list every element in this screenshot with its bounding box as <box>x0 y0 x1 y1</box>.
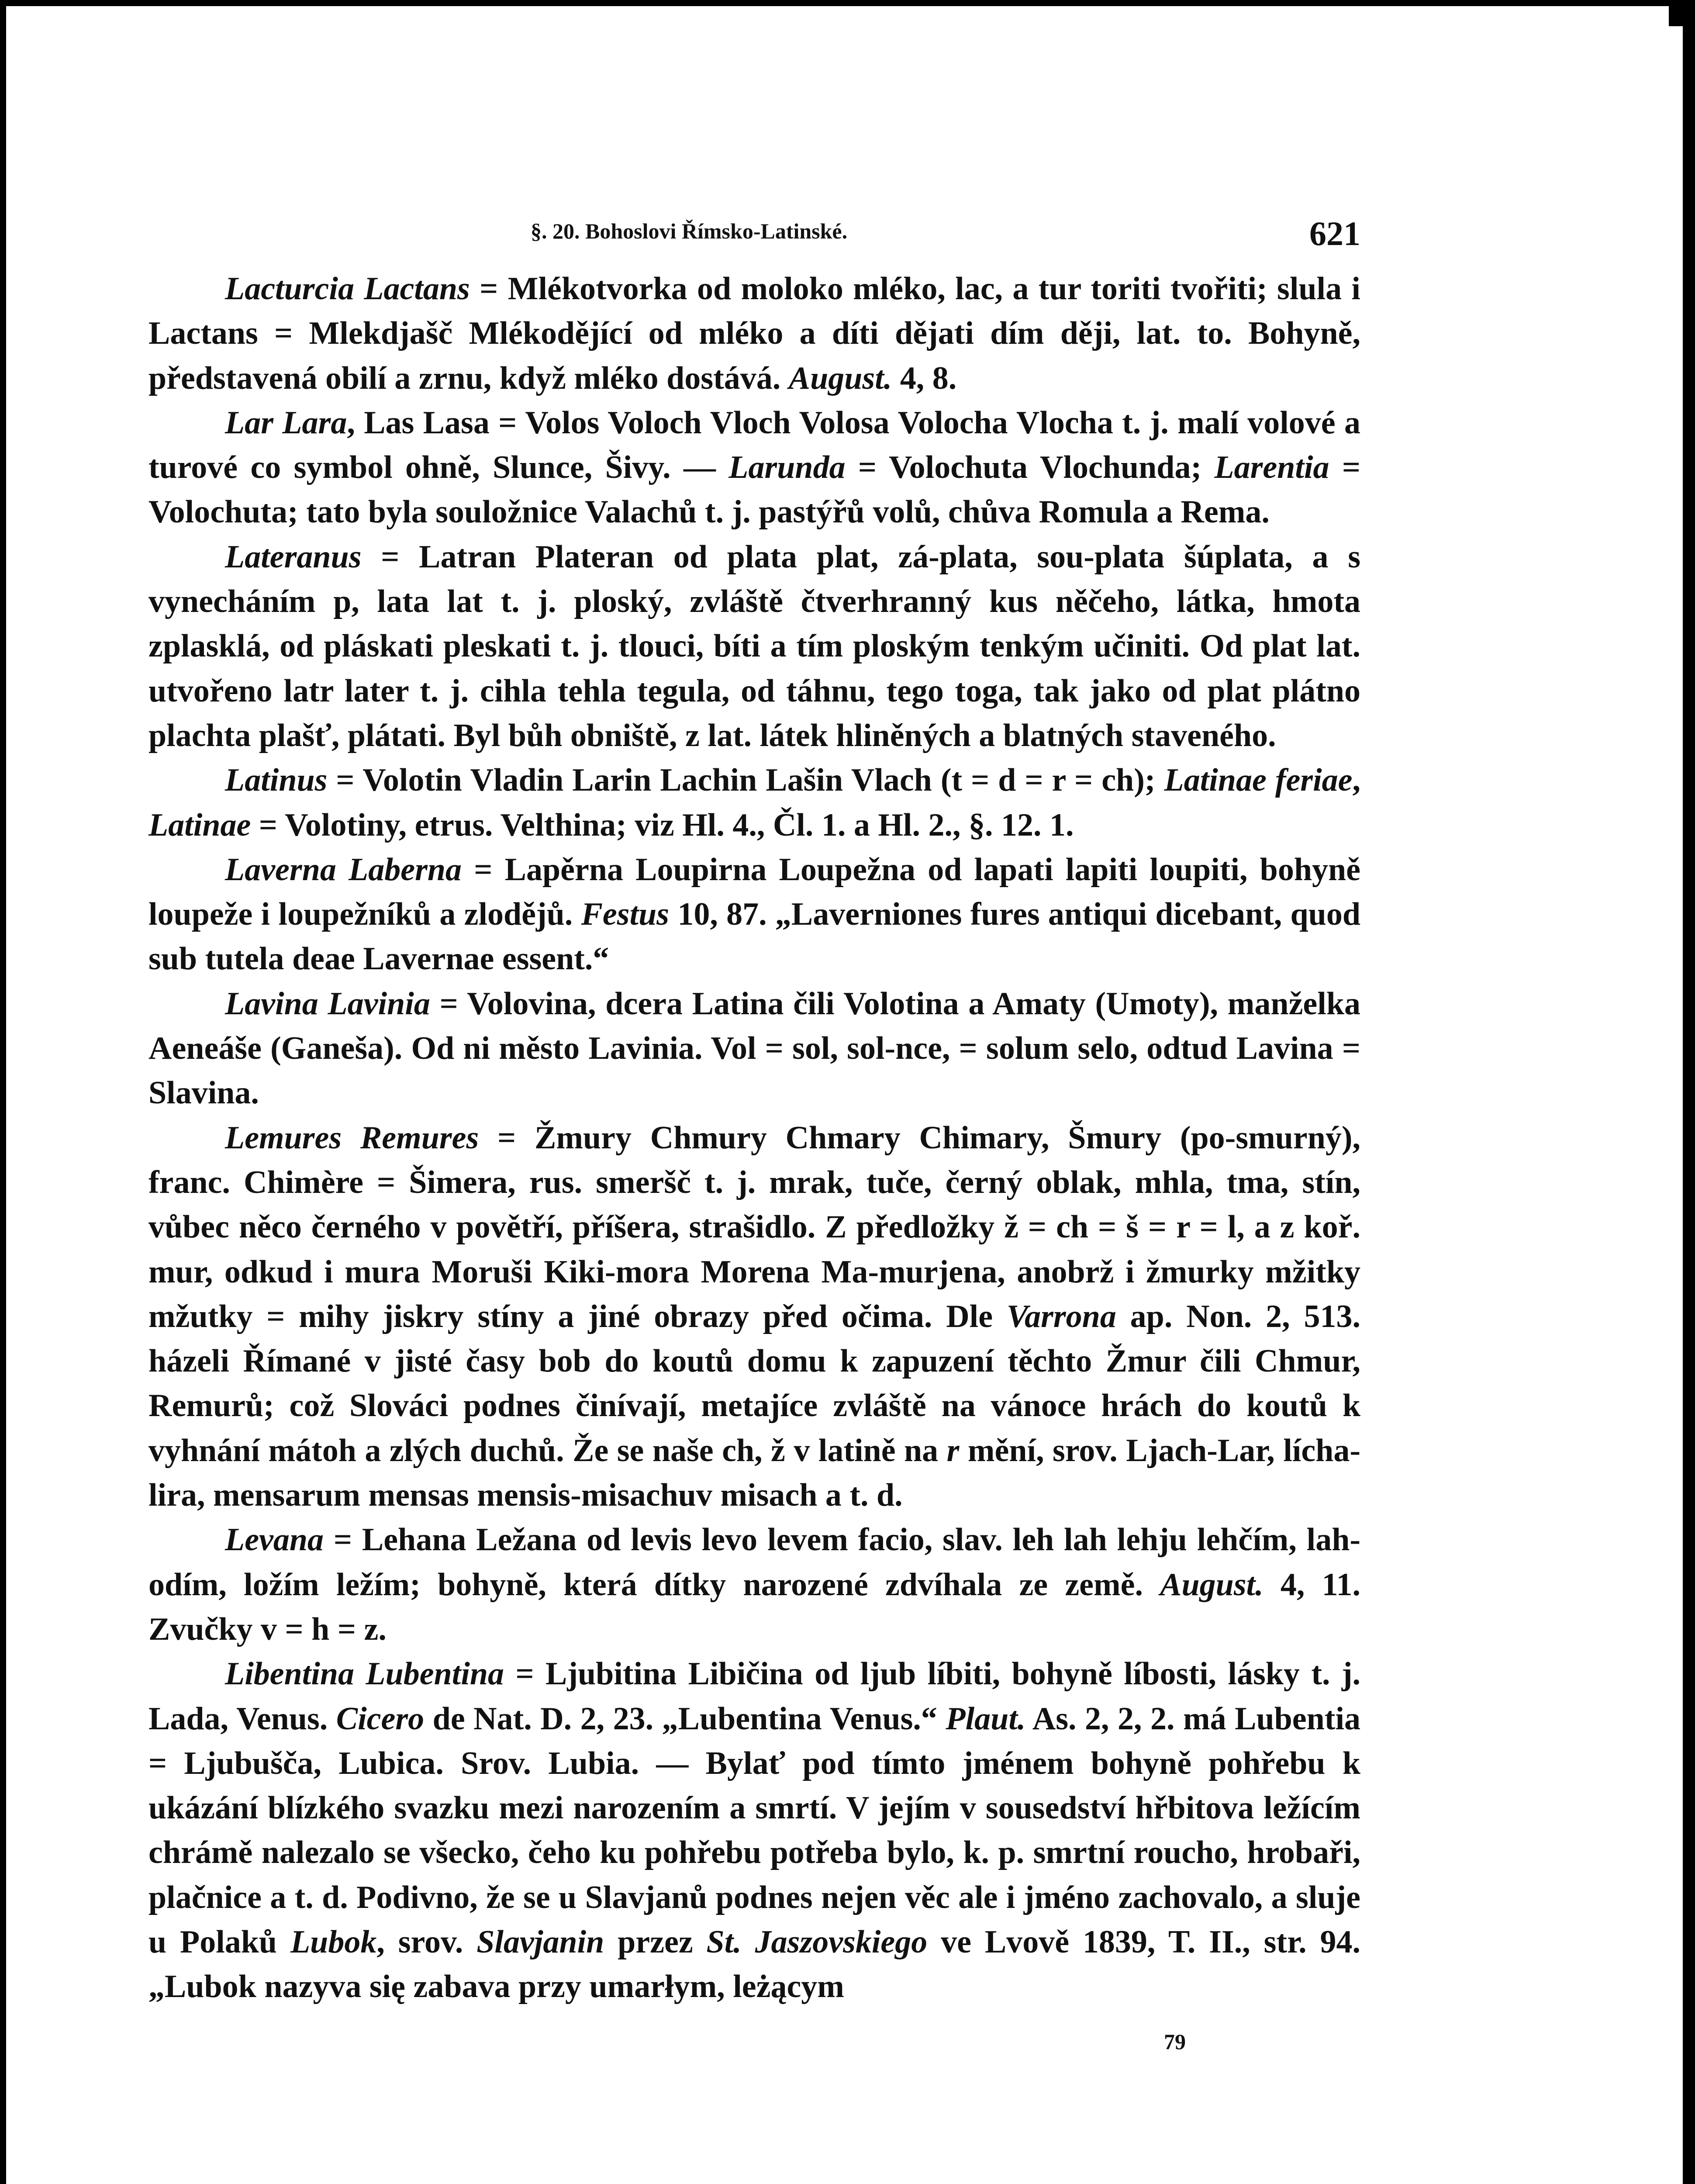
entry-text: = Volochuta Vlochunda; <box>845 449 1215 486</box>
entry-term: Plaut. <box>946 1700 1026 1737</box>
entry-term: Lavina Lavinia <box>225 985 430 1022</box>
entry-text: = Volotin Vladin Larin Lachin Lašin Vlach (t = d = r = ch); <box>327 762 1164 798</box>
scan-border-left <box>0 0 6 2184</box>
entry-term: Levana <box>225 1522 324 1558</box>
entry-term: r <box>946 1432 960 1469</box>
entry-text: , <box>1352 762 1361 798</box>
entry-text: , Las Lasa = Volos Voloch Vloch Volosa Volocha Vlocha t. j. malí volové a turové co symbol ohně, Slunce, Šivy. — <box>148 404 1360 486</box>
entry-term: Latinae feriae <box>1164 762 1353 798</box>
entry-term: Lar Lara <box>225 404 347 441</box>
entry-term: Lemures Remures <box>225 1120 479 1156</box>
entry-term: Latinus <box>225 762 328 798</box>
entry-text: , srov. <box>376 1924 477 1960</box>
entry-text: = Ljubitina Libičina od ljub líbiti, bohyně líbosti, lásky t. j. Lada, Venus. <box>148 1656 1360 1737</box>
entry-paragraph <box>148 266 1360 401</box>
body-text <box>148 266 1360 2009</box>
entry-paragraph <box>148 401 1360 535</box>
entry-text: 4, 8. <box>892 360 957 396</box>
entry-text: przez <box>604 1924 707 1960</box>
entry-term: August. <box>788 360 892 396</box>
entry-text: de Nat. D. 2, 23. „Lubentina Venus.“ <box>424 1700 946 1737</box>
entry-paragraph <box>148 847 1360 981</box>
entry-text: = Volochuta; tato byla souložnice Valachů t. j. pastýřů volů, chůva Romula a Rema. <box>148 449 1361 530</box>
entry-text: mění, srov. Ljach-Lar, lícha-lira, mensarum mensas mensis-misachuv misach a t. d. <box>148 1432 1360 1514</box>
entry-text: As. 2, 2, 2. má Lubentia = Ljubušča, Lubica. Srov. Lubia. — Bylať pod tímto jménem bohyně pohřebu k ukázání blízkého svazku mezi narozením a smrtí. V jejím v sousedství hřbitova ležícím chrámě nalezalo se všecko, čeho ku pohřebu potřeba bylo, k. p. smrtní roucho, hrobaři, plačnice a t. d. Podivno, že se u Slavjanů podnes nejen věc ale i jméno zachovalo, a sluje u Polaků <box>148 1700 1360 1960</box>
entry-term: Latinae <box>148 807 251 843</box>
scan-border-top <box>0 0 1695 6</box>
entry-text: = Žmury Chmury Chmary Chimary, Šmury (po-smurný), franc. Chimère = Šimera, rus. smeršč t. j. mrak, tuče, černý oblak, mhla, tma, stín, vůbec něco černého v povětří, příšera, strašidlo. Z předložky ž = ch = š = r = l, a z koř. mur, odkud i mura Moruši Kiki-mora Morena Ma-murjena, anobrž i žmurky mžitky mžutky = mihy jiskry stíny a jiné obrazy před očima. Dle <box>148 1120 1361 1334</box>
entry-paragraph <box>148 758 1360 847</box>
entry-text: = Volotiny, etrus. Velthina; viz Hl. 4., Čl. 1. a Hl. 2., §. 12. 1. <box>251 807 1074 843</box>
signature-mark: 79 <box>1164 2029 1186 2054</box>
scan-corner <box>1669 0 1695 26</box>
entry-term: Lubok <box>290 1924 377 1960</box>
entry-paragraph <box>148 981 1360 1116</box>
entry-term: Laverna Laberna <box>225 851 462 888</box>
entry-term: August. <box>1160 1566 1263 1603</box>
entry-paragraph <box>148 1116 1360 1518</box>
entry-term: Slavjanin <box>476 1924 604 1960</box>
entry-term: Larentia <box>1214 449 1329 486</box>
entry-text: = Latran Plateran od plata plat, zá-plata, sou-plata šúplata, a s vynecháním p, lata lat t. j. ploský, zvláště čtverhranný kus něčeho, látka, hmota zplasklá, od pláskati pleskati t. j. tlouci, bíti a tím ploským tenkým učiniti. Od plat lat. utvořeno latr later t. j. cihla tehla tegula, od táhnu, tego toga, tak jako od plat plátno plachta plašť, plátati. Byl bůh obniště, z lat. látek hliněných a blatných staveného. <box>148 539 1360 753</box>
entry-term: Varrona <box>1006 1298 1116 1334</box>
entry-paragraph <box>148 535 1360 758</box>
entry-text: 10, 87. „Laverniones fures antiqui dicebant, quod sub tutela deae Lavernae essent.“ <box>148 896 1360 977</box>
entry-term: Cicero <box>336 1700 425 1737</box>
entry-term: Libentina Lubentina <box>225 1656 504 1692</box>
entry-paragraph <box>148 1517 1360 1652</box>
running-head: §. 20. Bohoslovi Římsko-Latinské. <box>531 219 848 243</box>
scan-border-right <box>1683 0 1695 2184</box>
entry-term: Larunda <box>728 449 846 486</box>
entry-term: St. Jaszovskiego <box>706 1924 928 1960</box>
entry-term: Festus <box>581 896 670 933</box>
entry-text: ve Lvově 1839, T. II., str. 94. „Lubok nazyva się zabava przy umarłym, leżącym <box>148 1924 1360 2005</box>
entry-text: = Lehana Ležana od levis levo levem facio, slav. leh lah lehju lehčím, lah-odím, ložím ležím; bohyně, která dítky narozené zdvíhala ze země. <box>148 1522 1360 1603</box>
entry-text: = Lapěrna Loupirna Loupežna od lapati lapiti loupiti, bohyně loupeže i loupežníků a zlodějů. <box>148 851 1360 933</box>
page-number: 621 <box>1309 214 1360 252</box>
page-header <box>151 214 1360 253</box>
entry-text: = Volovina, dcera Latina čili Volotina a Amaty (Umoty), manželka Aeneáše (Ganeša). Od ni město Lavinia. Vol = sol, sol-nce, = solum selo, odtud Lavina = Slavina. <box>148 985 1360 1111</box>
entry-text: ap. Non. 2, 513. házeli Římané v jisté časy bob do koutů domu k zapuzení těchto Žmur čili Chmur, Remurů; což Slováci podnes činívají, metajíce zvláště na vánoce hrách do koutů k vyhnání mátoh a zlých duchů. Že se naše ch, ž v latině na <box>148 1298 1360 1469</box>
entry-paragraph <box>148 1652 1360 2009</box>
entry-text: = Mlékotvorka od moloko mléko, lac, a tur toriti tvořiti; slula i Lactans = Mlekdjašč Mlékodějící od mléko a díti dějati dím ději, lat. to. Bohyně, představená obilí a zrnu, když mléko dostává. <box>148 271 1360 396</box>
entry-term: Lacturcia Lactans <box>225 271 470 307</box>
entry-term: Lateranus <box>225 539 362 575</box>
entry-text: 4, 11. Zvučky v = h = z. <box>148 1566 1360 1647</box>
